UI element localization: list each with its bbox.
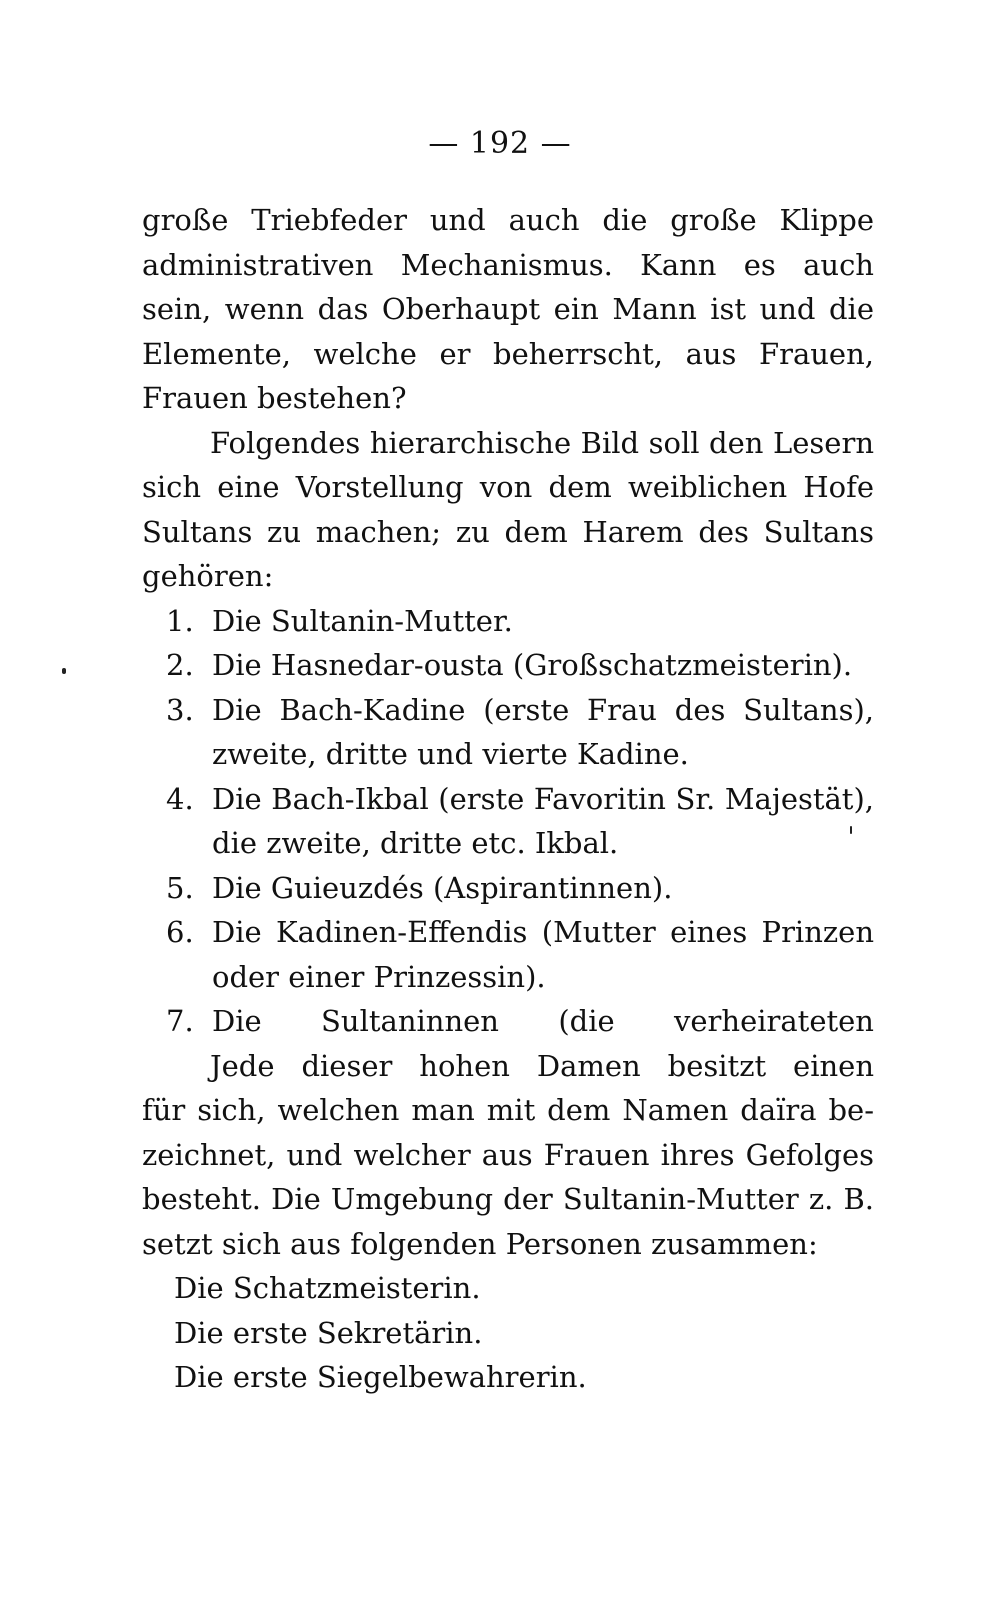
list-text: oder einer Prinzessin). xyxy=(212,959,546,994)
entry-line: Die erste Siegelbewahrerin. xyxy=(174,1360,587,1394)
text-line: Sultans zu machen; zu dem Harem des Sultans xyxy=(142,514,874,549)
list-text: Die Sultanin-Mutter. xyxy=(212,603,513,638)
text-line: setzt sich aus folgenden Personen zusammen: xyxy=(142,1226,818,1261)
list-text: Die Sultaninnen (die verheirateten xyxy=(212,1004,874,1038)
entry-line: Die erste Sekretärin. xyxy=(174,1315,483,1350)
text-line: gehören: xyxy=(142,559,274,593)
text-line: zeichnet, und welcher aus Frauen ihres Gefolges xyxy=(142,1137,874,1172)
list-text: zweite, dritte und vierte Kadine. xyxy=(212,737,689,771)
text-line: für sich, welchen man mit dem Namen daïra be- xyxy=(142,1093,874,1127)
entry-line: Die Schatzmeisterin. xyxy=(174,1271,481,1305)
page-number: — 192 — xyxy=(428,126,572,161)
ink-speck xyxy=(62,668,66,674)
harem-hierarchy-list xyxy=(142,599,874,1044)
list-text: Die Guieuzdés (Aspirantinnen). xyxy=(212,870,673,905)
list-number: 1. xyxy=(166,603,194,638)
text-line: Frauen bestehen? xyxy=(142,381,407,415)
list-number: 3. xyxy=(166,692,194,727)
list-number: 7. xyxy=(166,1004,194,1038)
list-text: Die Bach-Kadine (erste Frau des Sultans), xyxy=(212,692,874,727)
text-line: Jede dieser hohen Damen besitzt einen xyxy=(210,1048,874,1083)
text-line: große Triebfeder und auch die große Klippe xyxy=(142,203,874,237)
list-number: 6. xyxy=(166,915,194,949)
list-number: 4. xyxy=(166,781,194,816)
list-item xyxy=(142,777,874,866)
list-text: Die Hasnedar-ousta (Großschatzmeisterin). xyxy=(212,648,853,682)
ink-speck xyxy=(850,826,852,834)
paragraph-1 xyxy=(142,198,874,421)
text-line: administrativen Mechanismus. Kann es auch xyxy=(142,247,874,282)
list-item xyxy=(142,910,874,999)
text-line: Folgendes hierarchische Bild soll den Lesern xyxy=(210,425,874,460)
list-item xyxy=(142,999,874,1044)
court-entries xyxy=(142,1266,874,1400)
text-line: besteht. Die Umgebung der Sultanin-Mutter z. B. xyxy=(142,1182,874,1216)
paragraph-3 xyxy=(142,1044,874,1267)
list-item xyxy=(142,866,874,911)
list-number: 2. xyxy=(166,648,194,682)
list-text: die zweite, dritte etc. Ikbal. xyxy=(212,826,619,860)
paragraph-2 xyxy=(142,421,874,599)
page-body xyxy=(142,198,874,1400)
text-line: sich eine Vorstellung von dem weiblichen Hofe xyxy=(142,470,874,504)
text-line: Elemente, welche er beherrscht, aus Frauen, xyxy=(142,336,874,371)
list-item xyxy=(142,643,874,688)
list-item xyxy=(142,688,874,777)
list-text: Die Bach-Ikbal (erste Favoritin Sr. Majestät), xyxy=(212,781,874,816)
text-line: sein, wenn das Oberhaupt ein Mann ist und die xyxy=(142,292,874,326)
list-item xyxy=(142,599,874,644)
list-number: 5. xyxy=(166,870,194,905)
list-text: Die Kadinen-Effendis (Mutter eines Prinzen xyxy=(212,915,874,949)
